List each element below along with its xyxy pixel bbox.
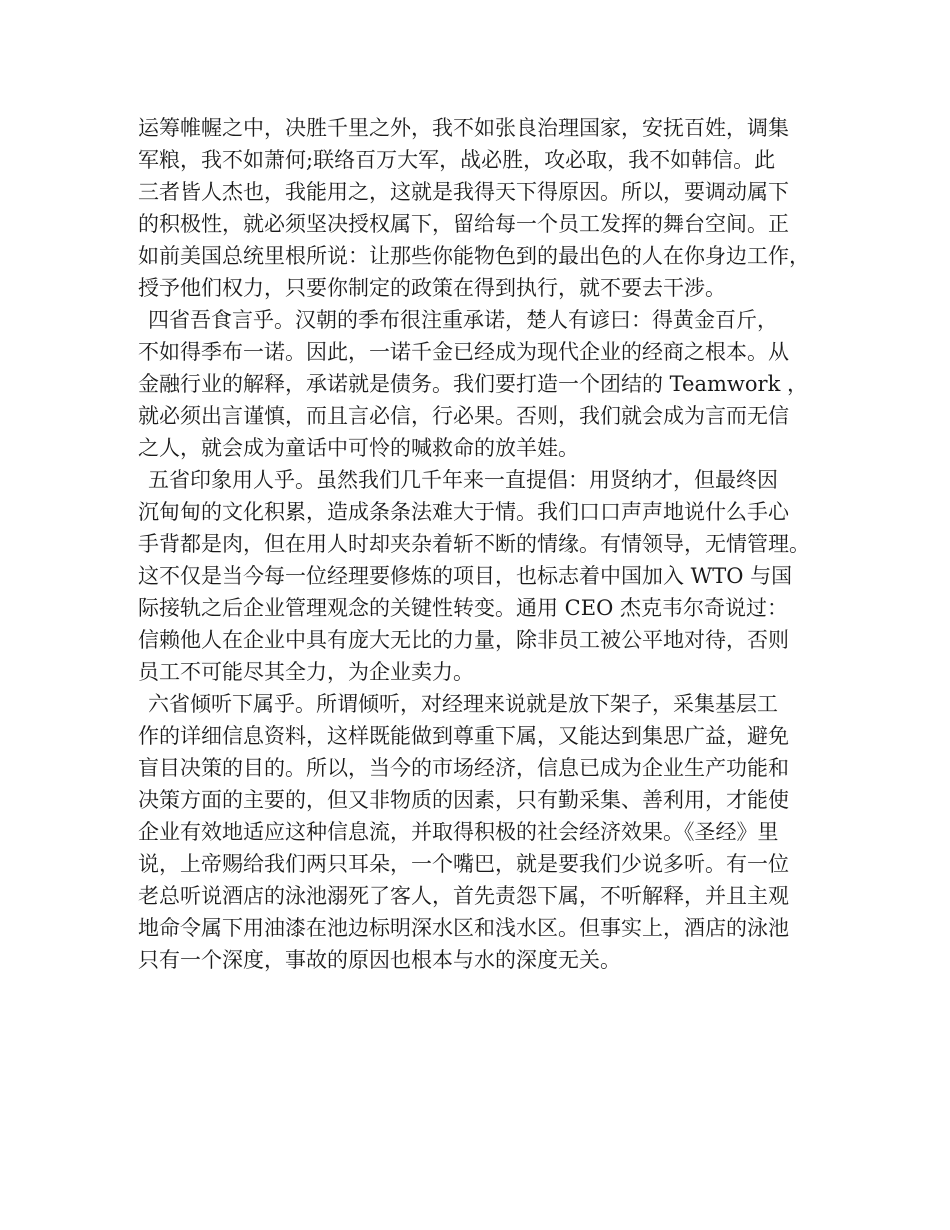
paragraph-start-line: 四省吾食言乎。汉朝的季布很注重承诺，楚人有谚曰：得黄金百斤，: [148, 308, 778, 332]
text-line: 如前美国总统里根所说：让那些你能物色到的最出色的人在你身边工作，: [138, 244, 810, 268]
text-line: 授予他们权力，只要你制定的政策在得到执行，就不要去干涉。: [138, 276, 726, 300]
document-page: [138, 112, 828, 976]
text-line: 不如得季布一诺。因此，一诺千金已经成为现代企业的经商之根本。从: [138, 340, 789, 364]
text-line: 就必须出言谨慎，而且言必信，行必果。否则，我们就会成为言而无信: [138, 404, 789, 428]
text-line: 三者皆人杰也，我能用之，这就是我得天下得原因。所以，要调动属下: [138, 180, 789, 204]
text-line: 金融行业的解释，承诺就是债务。我们要打造一个团结的 Teamwork ，: [138, 372, 808, 396]
text-line: 只有一个深度，事故的原因也根本与水的深度无关。: [138, 948, 621, 972]
text-line: 员工不可能尽其全力，为企业卖力。: [138, 660, 474, 684]
text-line: 运筹帷幄之中，决胜千里之外，我不如张良治理国家，安抚百姓，调集: [138, 116, 789, 140]
text-line: 决策方面的主要的，但又非物质的因素，只有勤采集、善利用，才能使: [138, 788, 789, 812]
text-line: 这不仅是当今每一位经理要修炼的项目，也标志着中国加入 WTO 与国: [138, 564, 793, 588]
text-line: 老总听说酒店的泳池溺死了客人，首先责怨下属，不听解释，并且主观: [138, 884, 789, 908]
text-line: 盲目决策的目的。所以，当今的市场经济，信息已成为企业生产功能和: [138, 756, 789, 780]
text-line: 手背都是肉，但在用人时却夹杂着斩不断的情缘。有情领导，无情管理。: [138, 532, 810, 556]
text-line: 说，上帝赐给我们两只耳朵，一个嘴巴，就是要我们少说多听。有一位: [138, 852, 789, 876]
text-line: 地命令属下用油漆在池边标明深水区和浅水区。但事实上，酒店的泳池: [138, 916, 789, 940]
text-line: 之人，就会成为童话中可怜的喊救命的放羊娃。: [138, 436, 579, 460]
text-line: 信赖他人在企业中具有庞大无比的力量，除非员工被公平地对待，否则: [138, 628, 789, 652]
text-line: 际接轨之后企业管理观念的关键性转变。通用 CEO 杰克韦尔奇说过：: [138, 596, 788, 620]
text-line: 军粮，我不如萧何;联络百万大军，战必胜，攻必取，我不如韩信。此: [138, 148, 776, 172]
paragraph-start-line: 六省倾听下属乎。所谓倾听，对经理来说就是放下架子，采集基层工: [148, 692, 778, 716]
text-line: 沉甸甸的文化积累，造成条条法难大于情。我们口口声声地说什么手心: [138, 500, 789, 524]
text-line: 的积极性，就必须坚决授权属下，留给每一个员工发挥的舞台空间。正: [138, 212, 789, 236]
paragraph-start-line: 五省印象用人乎。虽然我们几千年来一直提倡：用贤纳才，但最终因: [148, 468, 778, 492]
text-line: 企业有效地适应这种信息流，并取得积极的社会经济效果。《圣经》里: [138, 820, 779, 844]
text-line: 作的详细信息资料，这样既能做到尊重下属，又能达到集思广益，避免: [138, 724, 789, 748]
